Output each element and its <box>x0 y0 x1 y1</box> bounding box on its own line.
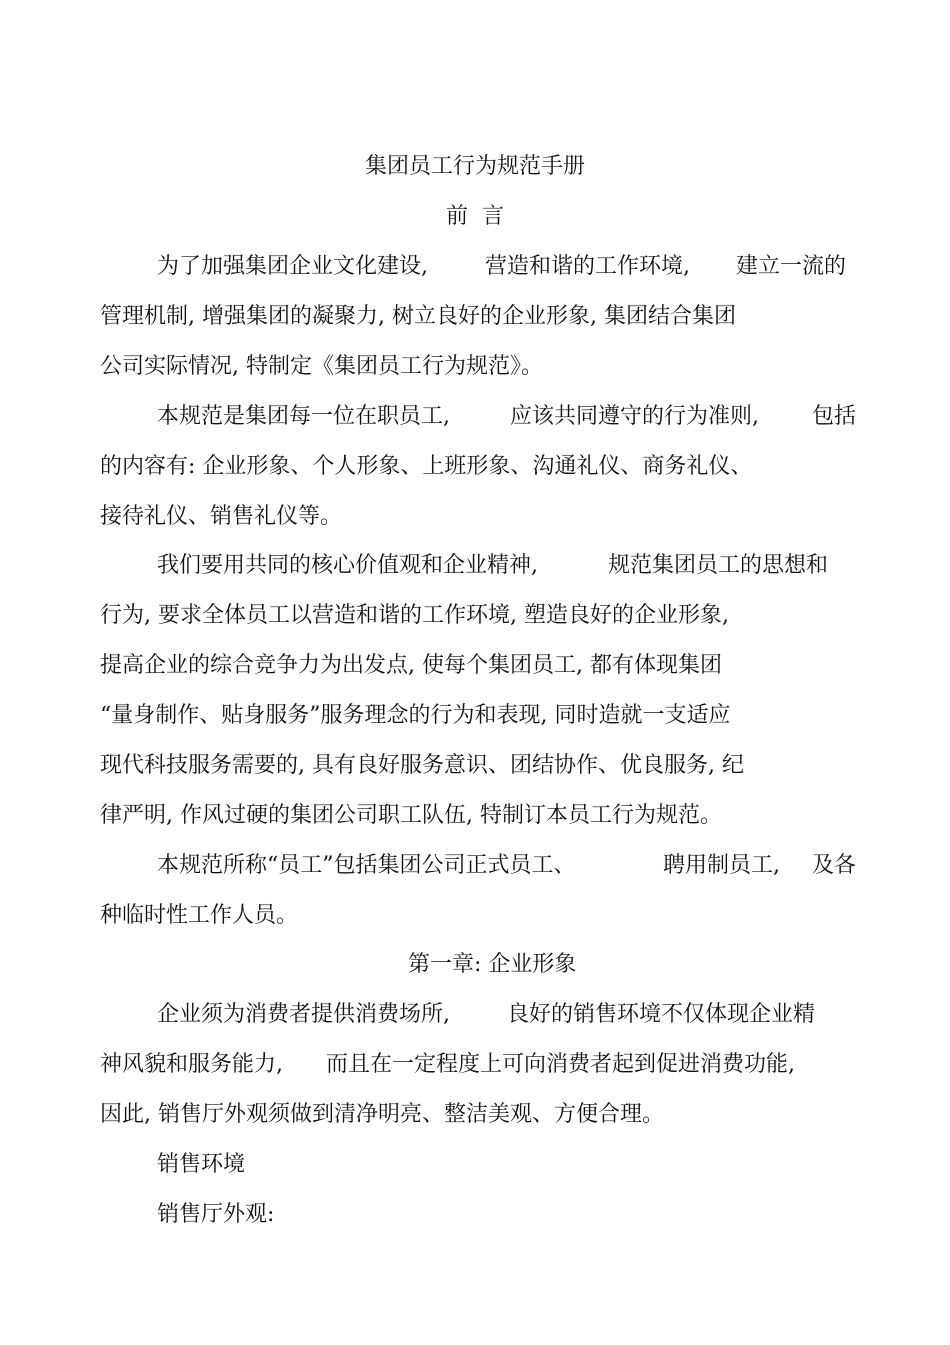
p5-line2-part1: 神风貌和服务能力, <box>100 1052 283 1077</box>
p1-line1-part3: 建立一流的 <box>736 254 847 279</box>
p4-line1-part3: 及各 <box>812 853 857 878</box>
p1-line2: 管理机制, 增强集团的凝聚力, 树立良好的企业形象, 集团结合集团 <box>100 304 736 329</box>
p3-line3: 提高企业的综合竞争力为出发点, 使每个集团员工, 都有体现集团 <box>100 653 722 678</box>
document-title: 集团员工行为规范手册 <box>364 154 585 179</box>
p2-line2: 的内容有: 企业形象、个人形象、上班形象、沟通礼仪、商务礼仪、 <box>100 454 753 479</box>
p2-line3: 接待礼仪、销售礼仪等。 <box>100 504 343 529</box>
p3-line6: 律严明, 作风过硬的集团公司职工队伍, 特制订本员工行为规范。 <box>100 803 722 828</box>
p1-line1-part2: 营造和谐的工作环境, <box>485 254 690 279</box>
p4-line1-part2: 聘用制员工, <box>663 853 780 878</box>
p5-line1-part2: 良好的销售环境不仅体现企业精 <box>507 1002 816 1027</box>
p2-line1-part3: 包括 <box>812 404 857 429</box>
p3-line1-part2: 规范集团员工的思想和 <box>608 553 829 578</box>
p3-line1-part1: 我们要用共同的核心价值观和企业精神, <box>157 553 538 578</box>
p2-line1-part2: 应该共同遵守的行为准则, <box>510 404 759 429</box>
p1-line3: 公司实际情况, 特制定《集团员工行为规范》。 <box>100 354 543 379</box>
p4-line2: 种临时性工作人员。 <box>100 903 299 928</box>
subheading-sales-environment: 销售环境 <box>157 1152 246 1177</box>
p1-line1-part1: 为了加强集团企业文化建设, <box>157 254 428 279</box>
p3-line2: 行为, 要求全体员工以营造和谐的工作环境, 塑造良好的企业形象, <box>100 603 729 628</box>
preface-heading: 前 言 <box>446 204 504 229</box>
chapter-1-heading: 第一章: 企业形象 <box>408 952 577 977</box>
p3-line5: 现代科技服务需要的, 具有良好服务意识、团结协作、优良服务, 纪 <box>100 753 744 778</box>
p5-line2-part2: 而且在一定程度上可向消费者起到促进消费功能, <box>326 1052 795 1077</box>
subheading-sales-hall-exterior: 销售厅外观: <box>157 1202 275 1227</box>
p2-line1-part1: 本规范是集团每一位在职员工, <box>157 404 450 429</box>
p3-line4: “量身制作、贴身服务”服务理念的行为和表现, 同时造就一支适应 <box>100 703 731 728</box>
p5-line1-part1: 企业须为消费者提供消费场所, <box>157 1002 450 1027</box>
p5-line3: 因此, 销售厅外观须做到清净明亮、整洁美观、方便合理。 <box>100 1102 664 1127</box>
p4-line1-part1: 本规范所称“员工”包括集团公司正式员工、 <box>157 853 576 878</box>
